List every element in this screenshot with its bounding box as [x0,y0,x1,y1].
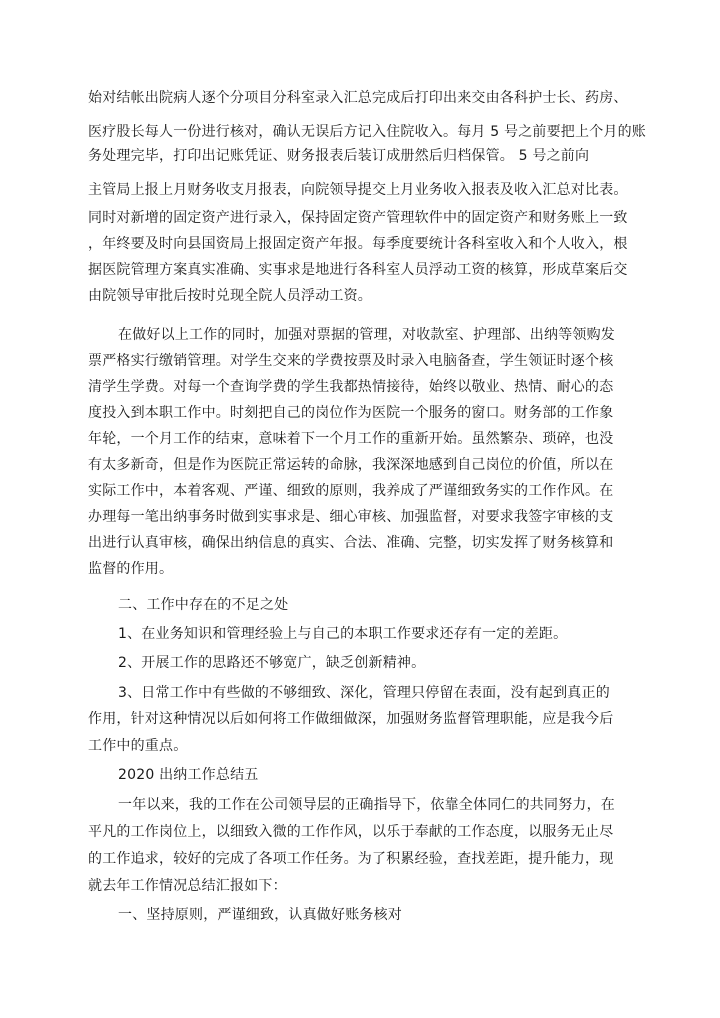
text-line: 由院领导审批后按时兑现全院人员浮动工资。 [88,288,372,304]
text-line: 工作中的重点。 [88,738,188,754]
text-line: ，年终要及时向县国资局上报固定资产年报。每季度要统计各科室收入和个人收入，根 [88,236,628,252]
text-line: 年轮，一个月工作的结束，意味着下一个月工作的重新开始。虽然繁杂、琐碎，也没 [88,431,614,447]
section-heading: 二、工作中存在的不足之处 [118,597,289,613]
text-line: 度投入到本职工作中。时刻把自己的岗位作为医院一个服务的窗口。财务部的工作象 [88,405,614,421]
text-line: 据医院管理方案真实准确、实事求是地进行各科室人员浮动工资的核算，形成草案后交 [88,262,628,278]
text-line: 实际工作中，本着客观、严谨、细致的原则，我养成了严谨细致务实的工作作风。在 [88,483,614,499]
text-line: 一年以来，我的工作在公司领导层的正确指导下，依靠全体同仁的共同努力，在 [118,797,615,813]
text-line: 清学生学费。对每一个查询学费的学生我都热情接待，始终以敬业、热情、耐心的态 [88,379,614,395]
text-line: 的工作追求，较好的完成了各项工作任务。为了积累经验，查找差距，提升能力，现 [88,851,614,867]
text-line: 同时对新增的固定资产进行录入，保持固定资产管理软件中的固定资产和财务账上一致 [88,210,628,226]
text-line: 作用，针对这种情况以后如何将工作做细做深，加强财务监督管理职能，应是我今后 [88,711,614,727]
list-item: 1、在业务知识和管理经验上与自己的本职工作要求还存有一定的差距。 [118,626,568,642]
text-line: 票严格实行缴销管理。对学生交来的学费按票及时录入电脑备查，学生领证时逐个核 [88,353,614,369]
text-line: 医疗股长每人一份进行核对，确认无误后方记入住院收入。每月 5 号之前要把上个月的账 [88,124,647,140]
text-line: 务处理完毕，打印出记账凭证、财务报表后装订成册然后归档保管。 5 号之前向 [88,148,590,164]
text-line: 出进行认真审核，确保出纳信息的真实、合法、准确、完整，切实发挥了财务核算和 [88,535,614,551]
section-heading: 一、坚持原则，严谨细致，认真做好账务核对 [118,907,402,923]
text-line: 在做好以上工作的同时，加强对票据的管理，对收款室、护理部、出纳等领购发 [118,327,615,343]
text-line: 就去年工作情况总结汇报如下： [88,878,287,894]
text-line: 有太多新奇，但是作为医院正常运转的命脉，我深深地感到自己岗位的价值，所以在 [88,457,614,473]
list-item: 3、日常工作中有些做的不够细致、深化，管理只停留在表面，没有起到真正的 [118,685,610,701]
text-line: 办理每一笔出纳事务时做到实事求是、细心审核、加强监督，对要求我签字审核的支 [88,509,614,525]
text-line: 平凡的工作岗位上，以细致入微的工作作风，以乐于奉献的工作态度，以服务无止尽 [88,824,614,840]
text-line: 监督的作用。 [88,561,174,577]
text-line: 始对结帐出院病人逐个分项目分科室录入汇总完成后打印出来交由各科护士长、药房、 [88,90,628,106]
section-title: 2020 出纳工作总结五 [118,767,259,783]
list-item: 2、开展工作的思路还不够宽广，缺乏创新精神。 [118,655,426,671]
text-line: 主管局上报上月财务收支月报表，向院领导提交上月业务收入报表及收入汇总对比表。 [88,182,628,198]
